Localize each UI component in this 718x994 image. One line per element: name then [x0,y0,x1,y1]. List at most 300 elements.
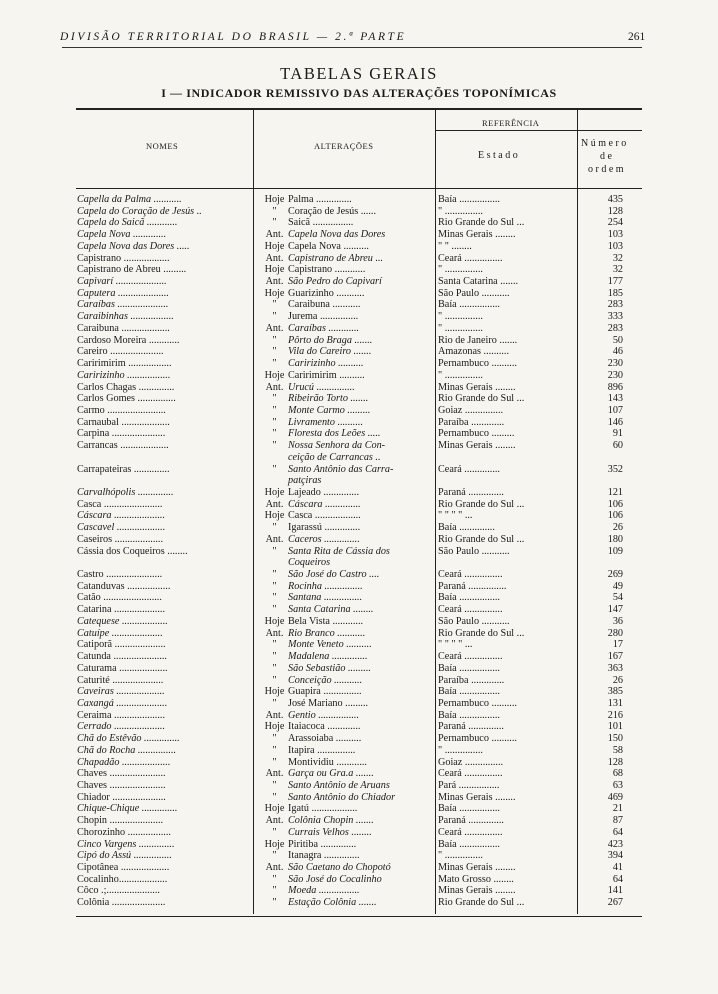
row-state: São Paulo ........... [438,545,510,557]
row-name: Caraíbas .................... [77,299,169,311]
main-title: TABELAS GERAIS [280,64,438,83]
table-row [76,194,642,206]
row-order-number: 107 [607,404,623,416]
row-alteration-name: Piritiba .............. [288,838,357,850]
row-alteration [261,217,431,229]
row-name: Carnaubal ................... [77,416,170,428]
row-alteration [261,733,431,745]
table-row [76,206,642,218]
row-name: Chã do Estêvão .............. [77,733,180,745]
table-row [76,299,642,311]
row-alteration-prefix: Hoje [264,264,285,276]
row-state: Ceará ............... [438,604,503,616]
table-row [76,393,642,405]
row-order-number: 423 [607,838,623,850]
row-alteration-prefix: " [272,674,277,686]
table-row [76,768,642,780]
row-state: Rio Grande do Sul ... [438,217,525,229]
row-name: Cinco Vargens .............. [77,838,175,850]
table-row [76,358,642,370]
row-name: Capivarí .................... [77,276,167,288]
row-alteration-prefix: Hoje [264,838,285,850]
row-name: Caririmirim ................. [77,358,172,370]
row-alteration-name: Currais Velhos ........ [288,826,372,838]
row-alteration-prefix: " [272,897,277,909]
table-row [76,639,642,651]
row-name: Casca ....................... [77,498,163,510]
row-alteration-name: Santa Catarina ........ [288,604,374,616]
table-row [76,698,642,710]
row-alteration-name: Madalena .............. [288,651,368,663]
row-alteration [261,885,431,897]
row-name: Cardoso Moreira ............ [77,334,180,346]
row-state: Goiaz ............... [438,756,504,768]
row-alteration-name: Coração de Jesús ...... [288,205,376,217]
row-alteration-name: Caceros .............. [288,533,360,545]
row-alteration-prefix: " [272,639,277,651]
row-alteration-name: Colônia Chopin ....... [288,815,374,827]
row-state: Pernambuco .......... [438,733,517,745]
row-alteration [261,757,431,769]
row-alteration [261,663,431,675]
row-name: Chaves ...................... [77,780,166,791]
table-row [76,803,642,815]
row-alteration-prefix: " [272,205,277,217]
table-row [76,417,642,429]
row-alteration [261,557,431,569]
row-alteration-prefix: Ant. [265,498,284,510]
row-state: " ............... [438,850,483,862]
row-alteration [261,288,431,300]
row-order-number: 49 [612,580,623,592]
row-alteration-name: Itapira ............... [288,744,356,756]
table-row [76,897,642,909]
row-order-number: 128 [607,205,623,217]
row-name: Caturama ................... [77,662,168,674]
row-order-number: 21 [612,803,623,815]
row-alteration [261,323,431,335]
table-row [76,264,642,276]
row-alteration [261,346,431,358]
row-alteration [261,710,431,722]
row-name: Capela do Saicã ............ [77,217,178,229]
row-alteration-name: Casca .................. [288,510,361,522]
row-alteration [261,417,431,429]
row-alteration-prefix: " [272,850,277,862]
table-row [76,850,642,862]
row-order-number: 64 [612,826,623,838]
row-alteration-name: Conceição ........... [288,674,363,686]
row-order-number: 87 [612,815,623,827]
page-number: 261 [628,31,646,43]
row-alteration-prefix: " [272,299,277,311]
table-row [76,780,642,792]
row-alteration-prefix: " [272,873,277,885]
row-state: Ceará .............. [438,463,500,475]
row-alteration-name: Santo Antônio de Aruans [288,780,390,791]
table-row [76,885,642,897]
row-alteration [261,639,431,651]
row-alteration [261,358,431,370]
row-name: Carlos Gomes ............... [77,393,176,405]
row-alteration-prefix: " [272,756,277,768]
row-name: Capela Nova das Dores ..... [77,240,190,252]
row-alteration [261,522,431,534]
row-state: Goiaz ............... [438,404,504,416]
row-alteration-name: ceição de Carrancas .. [288,451,381,463]
row-alteration-name: São Caetano do Chopotó [288,862,391,874]
row-alteration [261,780,431,792]
row-alteration-name: Itaiacoca ............. [288,721,361,733]
row-state: Baía .............. [438,522,495,534]
row-state: Pernambuco ......... [438,428,515,440]
row-order-number: 216 [607,709,623,721]
row-name: Caxangá .................... [77,697,168,709]
row-state: Rio de Janeiro ....... [438,334,518,346]
row-state: Baía ................ [438,838,500,850]
table-row [76,475,642,487]
row-alteration-prefix: Hoje [264,487,285,498]
row-name: Carpina ..................... [77,428,166,440]
row-alteration-name: Estação Colônia ....... [288,897,377,909]
row-alteration-name: Palma .............. [288,194,352,205]
table-row [76,604,642,616]
row-alteration-name: Arassoiaba .......... [288,733,362,745]
row-order-number: 283 [607,299,623,311]
table-row [76,557,642,569]
row-order-number: 230 [607,358,623,370]
row-order-number: 91 [612,428,623,440]
row-state: Minas Gerais ........ [438,885,516,897]
table-row [76,323,642,335]
row-state: Ceará ............... [438,651,503,663]
row-alteration [261,487,431,499]
row-alteration [261,604,431,616]
row-alteration [261,499,431,511]
row-name: Caputera .................... [77,287,169,299]
row-state: " ............... [438,744,483,756]
row-name: Caraibuna ................... [77,322,170,334]
row-alteration [261,839,431,851]
row-alteration [261,229,431,241]
row-order-number: 58 [612,744,623,756]
row-state: Ceará ............... [438,826,503,838]
row-state: " ............... [438,311,483,323]
row-alteration-prefix: " [272,428,277,440]
row-name: Colônia ..................... [77,897,166,909]
row-alteration [261,264,431,276]
row-name: Catequese .................. [77,615,168,627]
row-alteration-prefix: Hoje [264,686,285,698]
table-row [76,592,642,604]
row-order-number: 36 [612,615,623,627]
row-alteration-name: Igatú .................. [288,803,358,815]
row-name: Cáscara .................... [77,510,166,522]
row-alteration-prefix: Hoje [264,510,285,522]
row-alteration [261,721,431,733]
row-alteration-prefix: " [272,522,277,534]
row-order-number: 109 [607,545,623,557]
row-name: Castro ...................... [77,569,163,581]
row-alteration-prefix: Ant. [265,229,284,241]
table-row [76,440,642,452]
row-alteration-prefix: Ant. [265,768,284,780]
row-name: Ceraima .................... [77,709,165,721]
table-row [76,745,642,757]
row-alteration-name: Floresta dos Leões ..... [288,428,381,440]
row-name: Cipó do Assú ............... [77,850,172,862]
row-alteration-name: patçiras [288,475,322,487]
table-row [76,757,642,769]
column-header-de: de [600,151,615,162]
row-alteration-name: Guarizinho ........... [288,287,365,299]
table-row [76,253,642,265]
table-row [76,452,642,464]
row-alteration [261,803,431,815]
row-alteration-prefix: Hoje [264,615,285,627]
row-alteration-name: Moeda ................ [288,885,360,897]
row-alteration-name: Monte Veneto .......... [288,639,372,651]
row-alteration-name: Capela Nova das Dores [288,229,386,241]
row-alteration [261,241,431,253]
row-state: Ceará ............... [438,768,503,780]
row-state: Minas Gerais ........ [438,440,516,452]
row-alteration [261,768,431,780]
row-name: Chiador ..................... [77,791,166,803]
row-order-number: 435 [607,194,623,205]
row-alteration [261,827,431,839]
row-alteration-name: Livramento .......... [288,416,363,428]
row-state: Paraíba ............. [438,674,505,686]
row-alteration-prefix: " [272,311,277,323]
row-order-number: 103 [607,240,623,252]
row-order-number: 26 [612,522,623,534]
table-row [76,229,642,241]
table-row [76,534,642,546]
row-order-number: 17 [612,639,623,651]
row-alteration [261,698,431,710]
row-name: Capistrano .................. [77,252,170,264]
row-alteration [261,628,431,640]
row-alteration [261,862,431,874]
row-alteration-name: Santa Rita de Cássia dos [288,545,390,557]
row-state: Rio Grande do Sul ... [438,897,525,909]
row-alteration-name: Igarassú .............. [288,522,361,534]
table-row [76,663,642,675]
row-alteration [261,276,431,288]
row-alteration [261,850,431,862]
row-alteration-prefix: " [272,651,277,663]
sub-title: I — INDICADOR REMISSIVO DAS ALTERAÇÕES TOPONÍMICAS [161,86,557,100]
row-alteration-prefix: " [272,826,277,838]
row-order-number: 128 [607,756,623,768]
row-name: Catiporã .................... [77,639,166,651]
row-state: Paraná .............. [438,487,504,498]
row-name: Catuípe .................... [77,627,163,639]
row-alteration-prefix: " [272,780,277,791]
row-order-number: 267 [607,897,623,909]
header-bottom-rule [76,188,642,189]
row-name: Catarina .................... [77,604,165,616]
row-alteration-prefix: " [272,334,277,346]
row-alteration-name: Nossa Senhora da Con- [288,440,386,452]
row-alteration [261,382,431,394]
row-alteration [261,452,431,464]
row-name: Capela do Coração de Jesús .. [77,205,202,217]
table-row [76,546,642,558]
row-alteration-prefix: " [272,604,277,616]
row-name: Cascavel ................... [77,522,166,534]
row-state: Rio Grande do Sul ... [438,498,525,510]
column-header-numero: Número [581,138,629,149]
row-state: Rio Grande do Sul ... [438,533,525,545]
table-row [76,241,642,253]
row-alteration [261,675,431,687]
row-alteration [261,299,431,311]
row-alteration [261,440,431,452]
row-alteration-name: Coqueiros [288,557,331,569]
row-alteration [261,475,431,487]
table-row [76,815,642,827]
row-alteration [261,311,431,323]
row-alteration-prefix: Ant. [265,276,284,288]
row-state: Amazonas .......... [438,346,510,358]
row-alteration-name: Capistrano de Abreu ... [288,252,384,264]
table-row [76,733,642,745]
row-state: " ............... [438,322,483,334]
table-row [76,721,642,733]
row-alteration-prefix: " [272,744,277,756]
row-order-number: 254 [607,217,623,229]
row-state: Pernambuco .......... [438,358,517,370]
row-state: Ceará ............... [438,569,503,581]
row-name: Cocalinho................... [77,873,168,885]
row-name: Caveiras ................... [77,686,165,698]
row-order-number: 50 [612,334,623,346]
row-alteration-prefix: Ant. [265,862,284,874]
row-alteration-name: Rio Branco ........... [288,627,366,639]
row-alteration-prefix: Hoje [264,240,285,252]
table-row [76,405,642,417]
table-row [76,686,642,698]
row-state: " ............... [438,369,483,381]
row-state: Pernambuco .......... [438,697,517,709]
row-order-number: 469 [607,791,623,803]
row-alteration-name: São José do Cocalinho [288,873,382,885]
table-row [76,710,642,722]
row-order-number: 333 [607,311,623,323]
row-alteration-prefix: " [272,217,277,229]
row-order-number: 230 [607,369,623,381]
row-name: Catanduvas ................. [77,580,171,592]
row-alteration-name: Bela Vista ............ [288,615,364,627]
row-state: " " ........ [438,240,472,252]
row-order-number: 283 [607,322,623,334]
row-state: Mato Grosso ........ [438,873,514,885]
table-row [76,487,642,499]
row-alteration-prefix: " [272,697,277,709]
row-order-number: 32 [612,264,623,276]
row-alteration-name: Gentio ................ [288,709,360,721]
row-alteration-name: Urucú ............... [288,381,355,393]
row-order-number: 146 [607,416,623,428]
row-state: Rio Grande do Sul ... [438,627,525,639]
column-header-referencia: REFERÊNCIA [482,118,540,128]
row-alteration-prefix: " [272,358,277,370]
row-name: Caririzinho ................. [77,369,171,381]
row-order-number: 64 [612,873,623,885]
row-alteration-name: Caririmirim .......... [288,369,365,381]
row-alteration-prefix: Ant. [265,381,284,393]
row-alteration-name: Caraíbas ............ [288,322,360,334]
row-state: Paraná .............. [438,815,504,827]
header-rule [62,47,642,48]
table-row [76,311,642,323]
row-state: Baía ................ [438,803,500,815]
row-state: Baía ................ [438,709,500,721]
row-order-number: 46 [612,346,623,358]
row-order-number: 147 [607,604,623,616]
row-alteration [261,897,431,909]
row-name: Carrancas ................... [77,440,169,452]
row-alteration-prefix: Hoje [264,721,285,733]
column-header-alteracoes: ALTERAÇÕES [314,141,374,151]
row-state: Paraná ............... [438,580,507,592]
row-alteration-name: Caririzinho .......... [288,358,364,370]
row-name: Chã do Rocha ............... [77,744,177,756]
row-order-number: 385 [607,686,623,698]
row-state: Minas Gerais ........ [438,229,516,241]
row-order-number: 32 [612,252,623,264]
row-name: Carlos Chagas .............. [77,381,175,393]
row-order-number: 394 [607,850,623,862]
row-order-number: 60 [612,440,623,452]
row-name: Careiro ..................... [77,346,164,358]
row-alteration-name: Capela Nova .......... [288,240,369,252]
table-row [76,499,642,511]
column-header-ordem: ordem [588,164,627,175]
row-name: Cássia dos Coqueiros ........ [77,545,188,557]
table-row [76,675,642,687]
row-alteration-prefix: Hoje [264,287,285,299]
row-state: Paraná .............. [438,721,504,733]
table-row [76,862,642,874]
row-alteration [261,206,431,218]
table-row [76,827,642,839]
row-alteration [261,405,431,417]
row-alteration-name: São Pedro do Capivarí [288,276,382,288]
row-name: Caturité .................... [77,674,164,686]
row-alteration [261,792,431,804]
row-alteration-prefix: Ant. [265,815,284,827]
row-name: Carmo ....................... [77,404,166,416]
table-row [76,382,642,394]
table-row [76,522,642,534]
row-alteration [261,581,431,593]
row-state: Baía ................ [438,662,500,674]
row-order-number: 167 [607,651,623,663]
row-state: Baía ................ [438,686,500,698]
row-alteration-name: Monte Carmo ......... [288,404,371,416]
running-head: DIVISÃO TERRITORIAL DO BRASIL — 2.ª PARTE [60,31,407,43]
row-name: Chique-Chique .............. [77,803,178,815]
row-state: Minas Gerais ........ [438,791,516,803]
table-row [76,874,642,886]
row-alteration-name: Ribeirão Torto ....... [288,393,369,405]
row-name: Côco .;..................... [77,885,160,897]
row-alteration [261,335,431,347]
row-order-number: 280 [607,627,623,639]
